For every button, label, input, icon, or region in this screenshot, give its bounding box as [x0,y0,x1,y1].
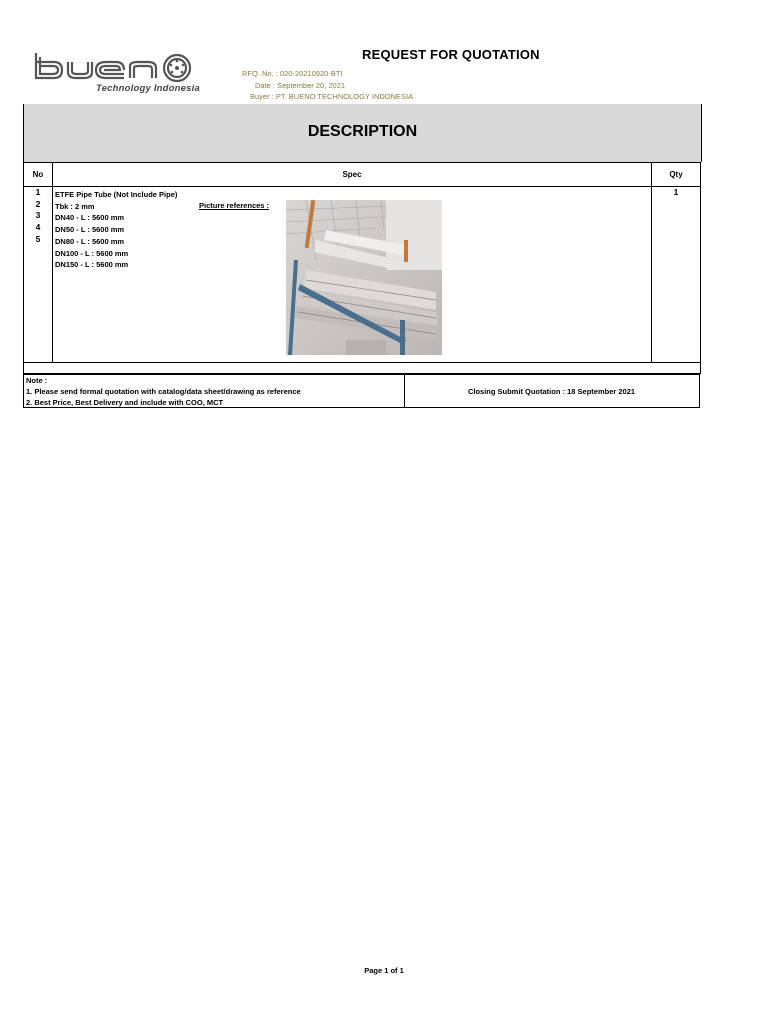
page-title: REQUEST FOR QUOTATION [362,47,540,62]
rfq-label: RFQ. No. : [242,69,278,78]
item-number: 1 [35,187,41,197]
bueno-logo-icon [32,50,197,86]
spec-item: DN150 - L : 5600 mm [55,260,129,270]
spec-cell [53,187,652,363]
item-number: 4 [35,222,41,233]
buyer-value: PT. BUENO TECHNOLOGY INDONESIA [275,92,414,101]
item-thickness: Tbk : 2 mm [55,201,95,211]
closing-date: Closing Submit Quotation : 18 September 2021 [467,387,636,396]
description-header [23,104,702,162]
spec-table [23,162,701,374]
note-line: 2. Best Price, Best Delivery and include with COO, MCT [26,398,224,407]
spec-item: DN80 - L : 5600 mm [55,236,125,246]
notes-section [23,374,700,408]
description-title: DESCRIPTION [307,123,418,140]
picture-reference-label: Picture references : [199,201,270,210]
page-number: Page 1 of 1 [364,966,404,975]
spec-item: DN100 - L : 5600 mm [55,248,129,258]
item-number: 5 [35,233,41,244]
company-logo [32,50,200,96]
spec-list [55,189,177,271]
table-spacer-row [24,363,701,374]
header-spec: Spec [53,163,652,187]
table-row [24,187,701,363]
spacer-cell [24,363,701,374]
logo-subtitle: Technology Indonesia [96,83,200,94]
note-label: Note : [26,376,48,385]
item-number: 3 [35,210,41,221]
notes-left [24,375,405,407]
date-value: September 20, 2021 [277,81,346,90]
header-qty: Qty [652,163,701,187]
buyer-label: Buyer : [250,92,274,101]
note-line: 1. Please send formal quotation with catalog/data sheet/drawing as reference [26,387,301,396]
rfq-date [255,81,345,90]
item-numbers [24,187,53,363]
rfq-value: 020-20210920-BTI [279,69,343,78]
rfq-number [242,69,342,78]
spec-item: DN40 - L : 5600 mm [55,213,125,223]
header-no: No [24,163,53,187]
reference-photo [286,200,442,355]
item-title: ETFE Pipe Tube (Not Include Pipe) [55,190,178,199]
spec-item: DN50 - L : 5600 mm [55,225,125,235]
pipe-rack-photo-icon [286,200,442,355]
date-label: Date : [255,81,276,90]
qty-cell: 1 [652,187,701,363]
item-number: 2 [35,198,41,209]
rfq-buyer [250,92,413,101]
table-header-row [24,163,701,187]
